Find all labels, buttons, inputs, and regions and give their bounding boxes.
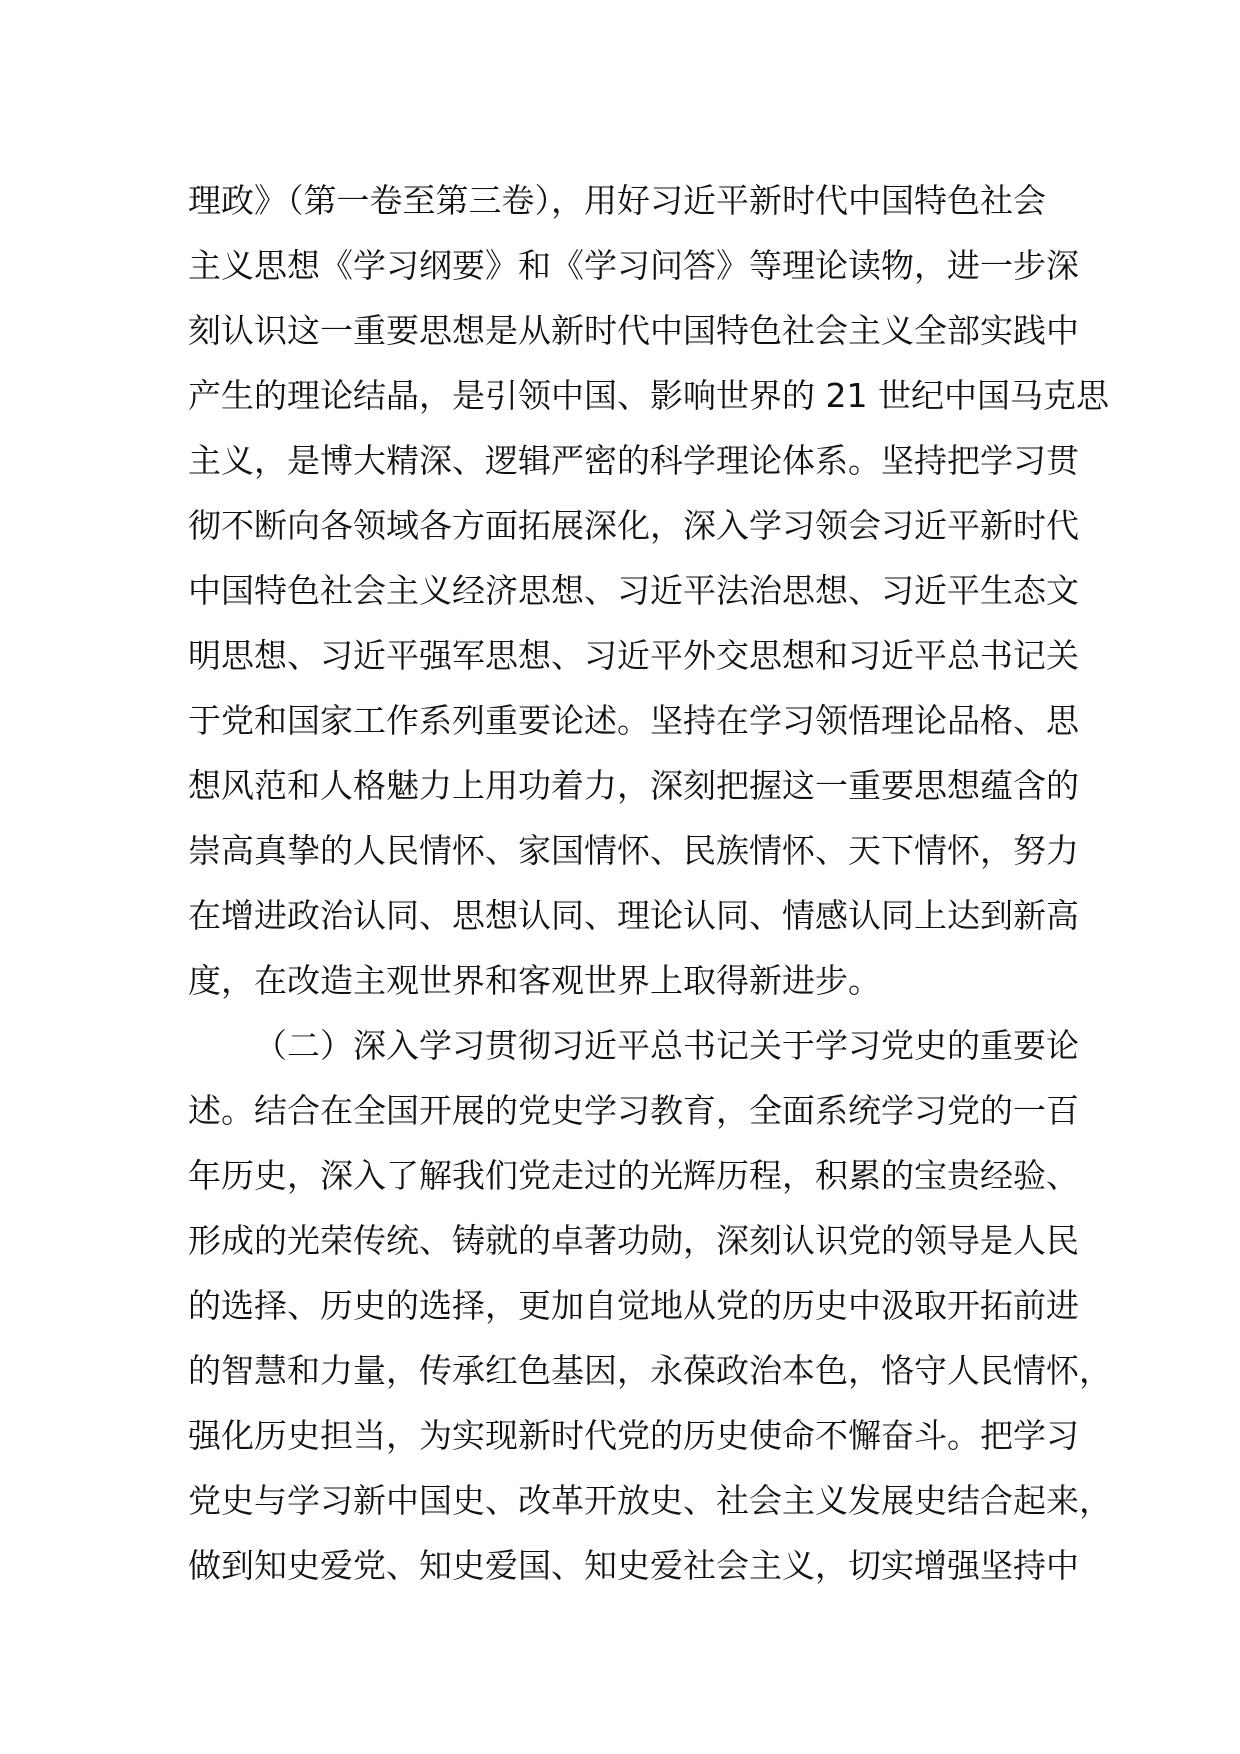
text-line: 的选择、历史的选择，更加自觉地从党的历史中汲取开拓前进	[188, 1286, 1079, 1325]
text-line: 的智慧和力量，传承红色基因，永葆政治本色，恪守人民情怀，	[188, 1351, 1112, 1390]
text-line: 党史与学习新中国史、改革开放史、社会主义发展史结合起来，	[188, 1481, 1112, 1520]
text-line: 形成的光荣传统、铸就的卓著功勋，深刻认识党的领导是人民	[188, 1221, 1079, 1260]
text-line: 度，在改造主观世界和客观世界上取得新进步。	[188, 961, 881, 1000]
text-line: 刻认识这一重要思想是从新时代中国特色社会主义全部实践中	[188, 311, 1079, 350]
text-line: 彻不断向各领域各方面拓展深化，深入学习领会习近平新时代	[188, 506, 1079, 545]
text-line: 述。结合在全国开展的党史学习教育，全面系统学习党的一百	[188, 1091, 1079, 1130]
paragraph-1	[188, 168, 1109, 1013]
text-line: 崇高真挚的人民情怀、家国情怀、民族情怀、天下情怀，努力	[188, 831, 1079, 870]
paragraph-2	[188, 1013, 1112, 1598]
text-line: 年历史，深入了解我们党走过的光辉历程，积累的宝贵经验、	[188, 1156, 1079, 1195]
text-line: 产生的理论结晶，是引领中国、影响世界的 21 世纪中国马克思	[188, 376, 1109, 415]
text-line: 强化历史担当，为实现新时代党的历史使命不懈奋斗。把学习	[188, 1416, 1079, 1455]
text-line: 于党和国家工作系列重要论述。坚持在学习领悟理论品格、思	[188, 701, 1079, 740]
text-line: 明思想、习近平强军思想、习近平外交思想和习近平总书记关	[188, 636, 1079, 675]
body-text	[188, 168, 1112, 1598]
text-line: 理政》（第一卷至第三卷），用好习近平新时代中国特色社会	[188, 181, 1046, 220]
text-line: （二）深入学习贯彻习近平总书记关于学习党史的重要论	[254, 1026, 1079, 1065]
text-line: 主义，是博大精深、逻辑严密的科学理论体系。坚持把学习贯	[188, 441, 1079, 480]
text-line: 主义思想《学习纲要》和《学习问答》等理论读物，进一步深	[188, 246, 1079, 285]
text-line: 想风范和人格魅力上用功着力，深刻把握这一重要思想蕴含的	[188, 766, 1079, 805]
text-line: 在增进政治认同、思想认同、理论认同、情感认同上达到新高	[188, 896, 1079, 935]
text-line: 中国特色社会主义经济思想、习近平法治思想、习近平生态文	[188, 571, 1079, 610]
text-line: 做到知史爱党、知史爱国、知史爱社会主义，切实增强坚持中	[188, 1546, 1079, 1585]
